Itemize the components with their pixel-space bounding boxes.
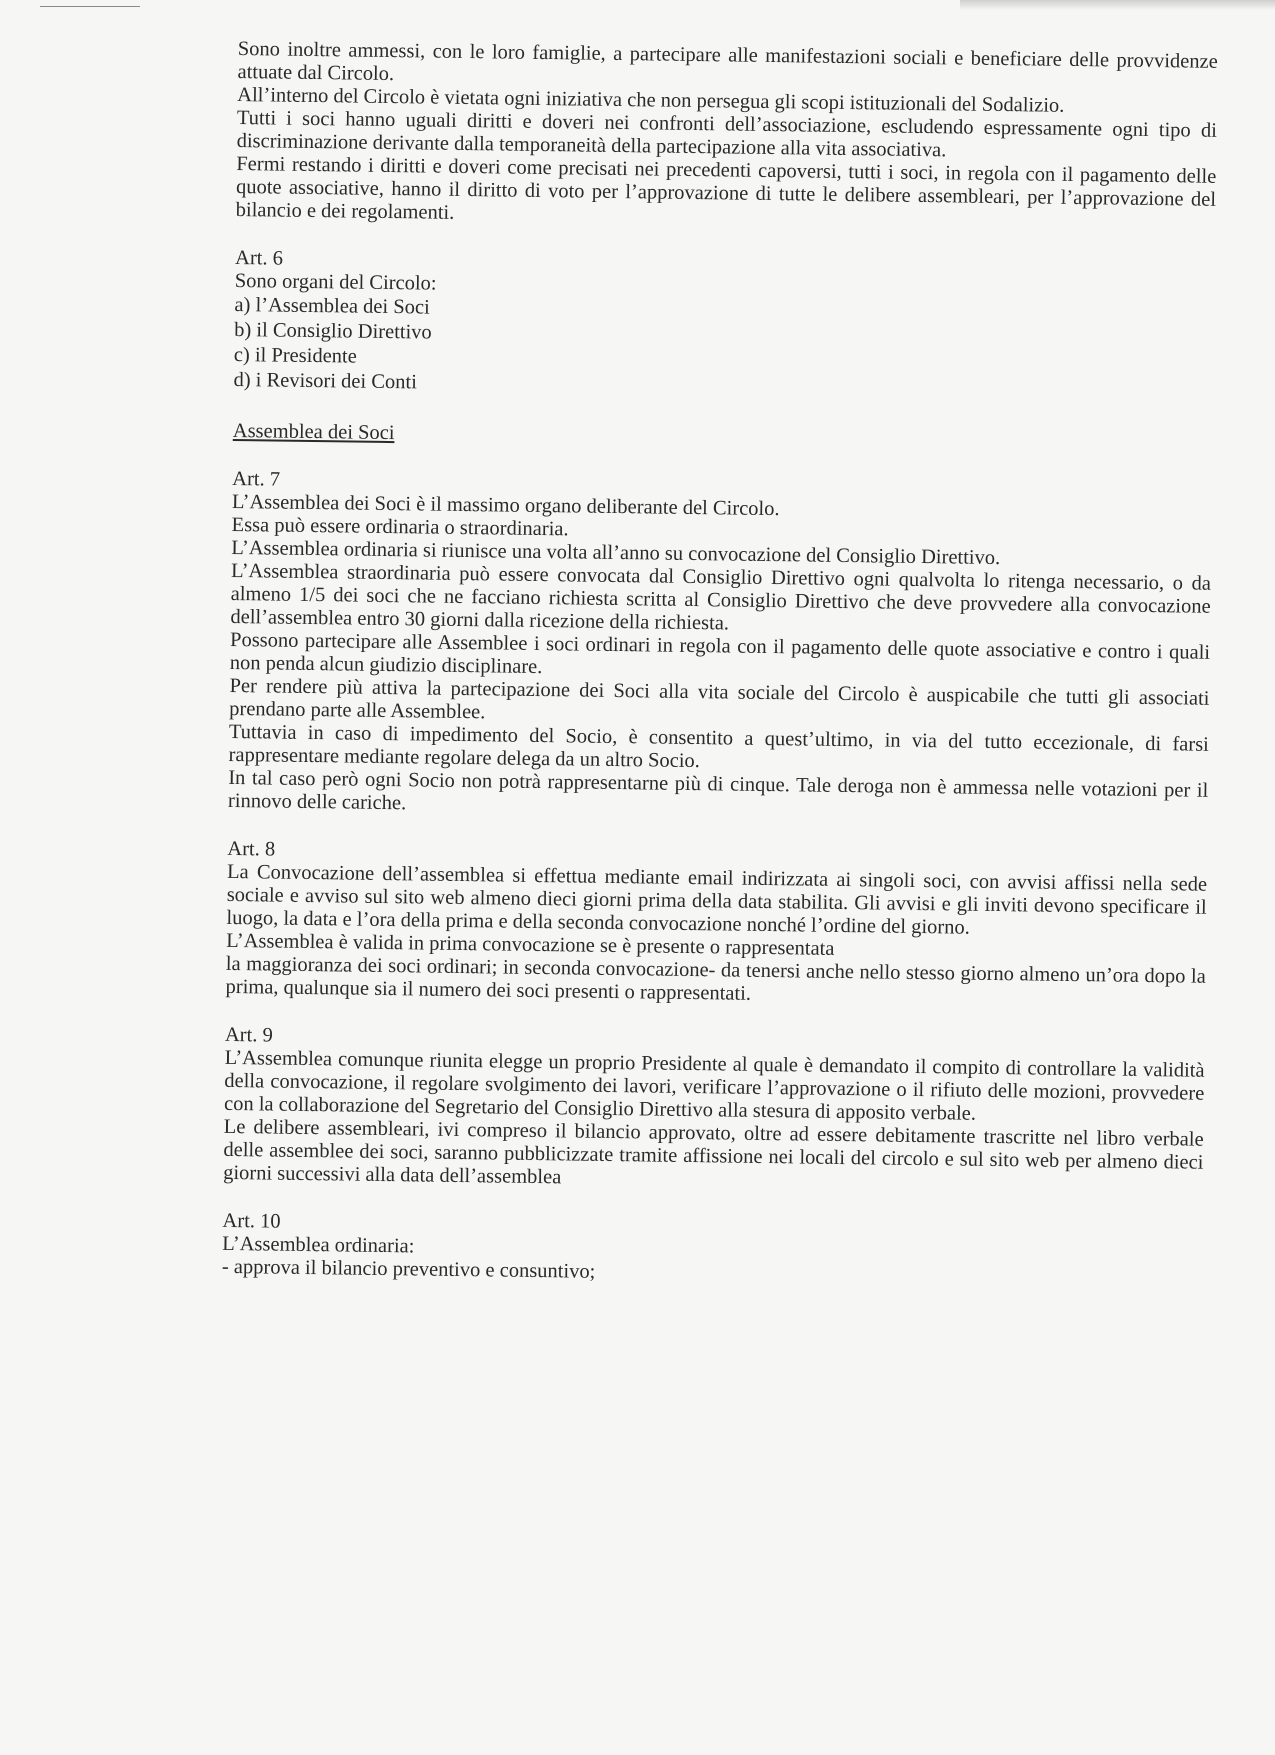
list-item: c) il Presidente <box>233 343 357 368</box>
paragraph: L’Assemblea ordinaria: <box>222 1232 415 1258</box>
paragraph: Tuttavia in caso di impedimento del Socio, è consentito a quest’ultimo, in via del tutto eccezionale, di farsi rappresentare mediante regolare delega da un altro Socio. <box>228 720 1209 773</box>
article-10 <box>222 1210 1203 1292</box>
paragraph: L’Assemblea ordinaria si riunisce una volta all’anno su convocazione del Consiglio Direttivo. <box>231 536 1001 570</box>
article-9 <box>223 1024 1205 1198</box>
paragraph: La Convocazione dell’assemblea si effettua mediante email indirizzata ai singoli soci, con avvisi affissi nella sede sociale e avviso sul sito web almeno dieci giorni prima della data stabilita. Gli avvisi e gli inviti devono specificare il luogo, la data e l’ora della prima e della seconda convocazione nonché l’ordine del giorno. <box>226 860 1208 939</box>
list-item: b) il Consiglio Direttivo <box>234 318 432 344</box>
paragraph: Sono organi del Circolo: <box>234 269 437 295</box>
paragraph: L’Assemblea dei Soci è il massimo organo deliberante del Circolo. <box>231 490 780 521</box>
article-8 <box>225 838 1207 1012</box>
article-heading: Art. 8 <box>227 837 276 861</box>
paragraph: L’Assemblea comunque riunita elegge un proprio Presidente al quale è demandato il compito di controllare la validità della convocazione, il regolare svolgimento dei lavori, verificare l’approvazione o il rifiuto delle mozioni, provvedere con la collaborazione del Segretario del Consiglio Direttivo alla stesura di apposito verbale. <box>223 1046 1205 1125</box>
document-page <box>222 38 1218 1292</box>
paragraph: Per rendere più attiva la partecipazione dei Soci alla vita sociale del Circolo è auspicabile che tutti gli associati prendano parte alle Assemblee. <box>229 674 1210 724</box>
list-item: a) l’Assemblea dei Soci <box>234 293 430 319</box>
paragraph: In tal caso però ogni Socio non potrà rappresentarne più di cinque. Tale deroga non è ammessa nelle votazioni per il rinnovo delle cariche. <box>227 766 1209 815</box>
paragraph: Essa può essere ordinaria o straordinaria. <box>231 513 569 541</box>
paragraph: Possono partecipare alle Assemblee i soci ordinari in regola con il pagamento delle quote associative e contro i quali non penda alcun giudizio disciplinare. <box>229 628 1211 679</box>
article-heading: Art. 9 <box>224 1023 273 1047</box>
paragraph: All’interno del Circolo è vietata ogni iniziativa che non persegua gli scopi istituzionali del Sodalizio. <box>237 83 1065 117</box>
paragraph: - approva il bilancio preventivo e consuntivo; <box>221 1255 596 1283</box>
article-7 <box>228 468 1212 826</box>
scan-edge-mark <box>40 0 140 7</box>
paragraph: Le delibere assembleari, ivi compreso il bilancio approvato, oltre ad essere debitamente trascritte nel libro verbale delle assemblee dei soci, saranno pubblicizzate tramite affissione nei locali del circolo e sul sito web per almeno dieci giorni successivi alla data dell’assemblea <box>222 1115 1204 1189</box>
paragraph: Sono inoltre ammessi, con le loro famiglie, a partecipare alle manifestazioni sociali e beneficiare delle provvidenze attuate dal Circolo. <box>237 38 1218 86</box>
article-heading: Art. 6 <box>234 246 284 270</box>
paragraph: la maggioranza dei soci ordinari; in seconda convocazione- da tenersi anche nello stesso giorno almeno un’ora dopo la prima, qualunque sia il numero dei soci presenti o rappresentati. <box>225 952 1206 1005</box>
section-title: Assemblea dei Soci <box>232 419 395 445</box>
list-item: d) i Revisori dei Conti <box>233 368 418 394</box>
article-heading: Art. 10 <box>222 1209 281 1233</box>
paragraph: L’Assemblea straordinaria può essere convocata dal Consiglio Direttivo ogni qualvolta lo ritenga necessario, o da almeno 1/5 dei soci che ne facciano richiesta scritta al Consiglio Direttivo che deve provvedere alla convocazione dell’assemblea entro 30 giorni dalla ricezione della richiesta. <box>230 559 1212 635</box>
paragraph: Fermi restando i diritti e doveri come precisati nei precedenti capoversi, tutti i soci, in regola con il pagamento delle quote associative, hanno il diritto di voto per l’approvazione di tutte le delibere assembleari, per l’approvazione del bilancio e dei regolamenti. <box>235 152 1217 224</box>
article-6 <box>233 247 1215 406</box>
scan-edge-shadow <box>960 0 1275 10</box>
intro-block <box>236 38 1218 235</box>
paragraph: L’Assemblea è valida in prima convocazione se è presente o rappresentata <box>226 929 835 960</box>
paragraph: Tutti i soci hanno uguali diritti e doveri nei confronti dell’associazione, escludendo espressamente ogni tipo di discriminazione derivante dalla temporaneità della partecipazione alla vita associativa. <box>236 106 1218 162</box>
article-heading: Art. 7 <box>232 467 281 491</box>
organs-list <box>233 293 1214 406</box>
